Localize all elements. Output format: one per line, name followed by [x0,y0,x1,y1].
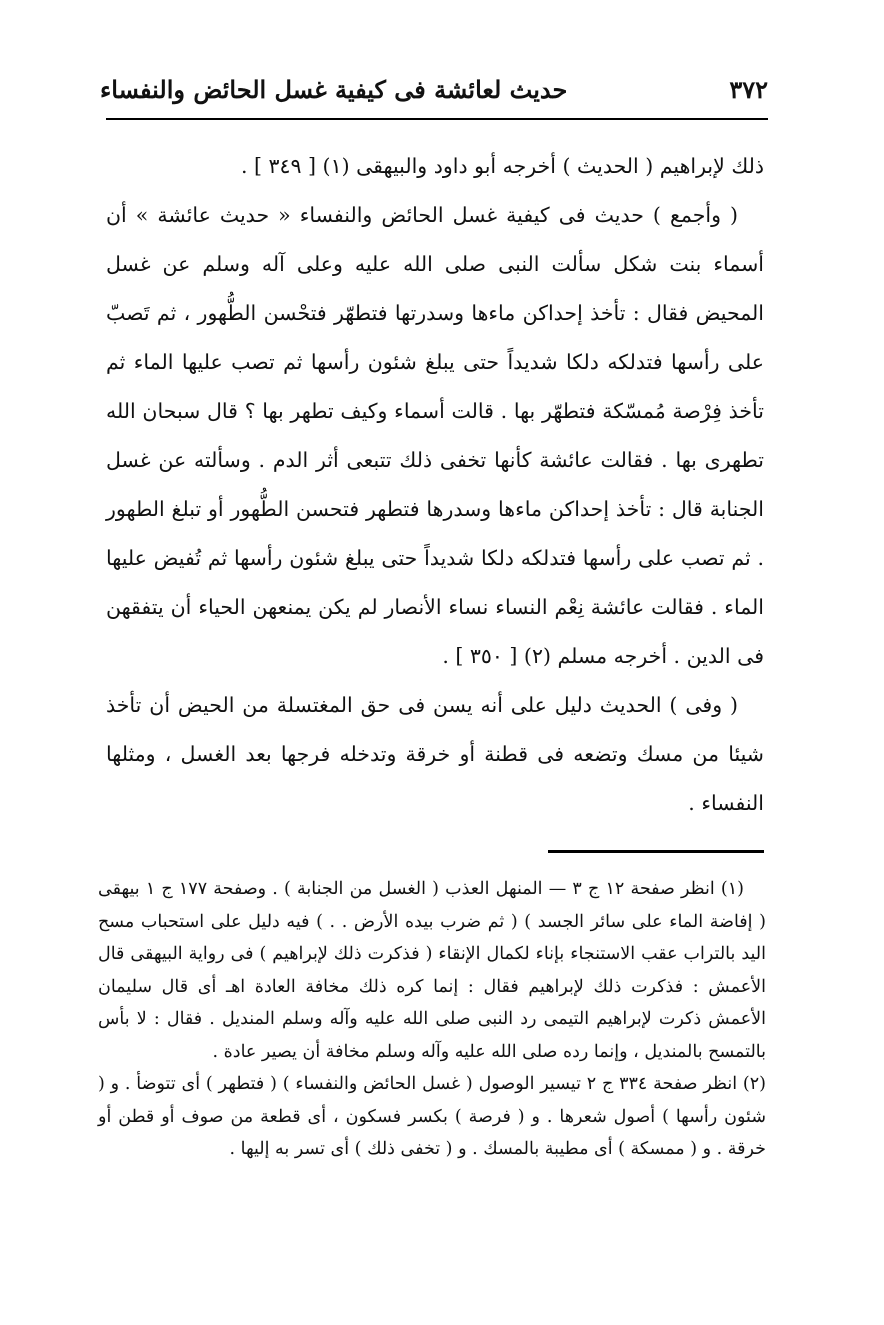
footnotes [98,873,766,1166]
paragraph-hadith: ( وأجمع ) حديث فى كيفية غسل الحائض والنفساء « حديث عائشة » أن أسماء بنت شكل سألت النبى صلى الله عليه وعلى آله وسلم عن غسل المحيض فقال : تأخذ إحداكن ماءها وسدرتها فتطهّر فتحْسن الطُّهور ، ثم تَصبّ على رأسها فتدلكه دلكا شديداً حتى يبلغ شئون رأسها ثم تصب عليها الماء ثم تأخذ فِرْصة مُمسّكة فتطهّر بها . قالت أسماء وكيف تطهر بها ؟ قال سبحان الله تطهرى بها . فقالت عائشة كأنها تخفى ذلك تتبعى أثر الدم . وسألته عن غسل الجنابة قال : تأخذ إحداكن ماءها وسدرها فتطهر فتحسن الطُّهور أو تبلغ الطهور . ثم تصب على رأسها فتدلكه دلكا شديداً حتى يبلغ شئون رأسها ثم تُفيض عليها الماء . فقالت عائشة نِعْم النساء نساء الأنصار لم يكن يمنعهن الحياء أن يتفقهن فى الدين . أخرجه مسلم (٢) [ ٣٥٠ ] . [106,203,764,668]
header-rule [106,118,768,120]
footnote-1: (١) انظر صفحة ١٢ ج ٣ — المنهل العذب ( الغسل من الجنابة ) . وصفحة ١٧٧ ج ١ بيهقى ( إفاضة الماء على سائر الجسد ) ( ثم ضرب بيده الأرض . . ) فيه دليل على استحباب مسح اليد بالتراب عقب الاستنجاء بإناء لكمال الإنقاء ( فذكرت ذلك لإبراهيم ) فى رواية البيهقى قال الأعمش : فذكرت ذلك لإبراهيم فقال : إنما كره ذلك مخافة العادة اهـ أى قال سليمان الأعمش ذكرت لإبراهيم التيمى رد النبى صلى الله عليه وآله وسلم المنديل . فقال : لا بأس بالتمسح بالمنديل ، وإنما رده صلى الله عليه وآله وسلم مخافة أن يصير عادة . [98,879,766,1062]
main-text [106,142,764,828]
footnote-separator [548,850,764,853]
paragraph-commentary: ( وفى ) الحديث دليل على أنه يسن فى حق المغتسلة من الحيض أن تأخذ شيئا من مسك وتضعه فى قطنة أو خرقة وتدخله فرجها بعد الغسل ، ومثلها النفساء . [106,693,764,815]
running-title: حديث لعائشة فى كيفية غسل الحائض والنفساء [100,75,568,104]
page-header [100,68,768,104]
page-number: ٣٧٢ [729,75,768,104]
footnote-2: (٢) انظر صفحة ٣٣٤ ج ٢ تيسير الوصول ( غسل الحائض والنفساء ) ( فتطهر ) أى تتوضأ . و ( شئون رأسها ) أصول شعرها . و ( فرصة ) بكسر فسكون ، أى قطعة من صوف أو قطن أو خرقة . و ( ممسكة ) أى مطيبة بالمسك . و ( تخفى ذلك ) أى تسر به إليها . [98,1074,766,1159]
paragraph-intro: ذلك لإبراهيم ( الحديث ) أخرجه أبو داود والبيهقى (١) [ ٣٤٩ ] . [240,154,764,178]
